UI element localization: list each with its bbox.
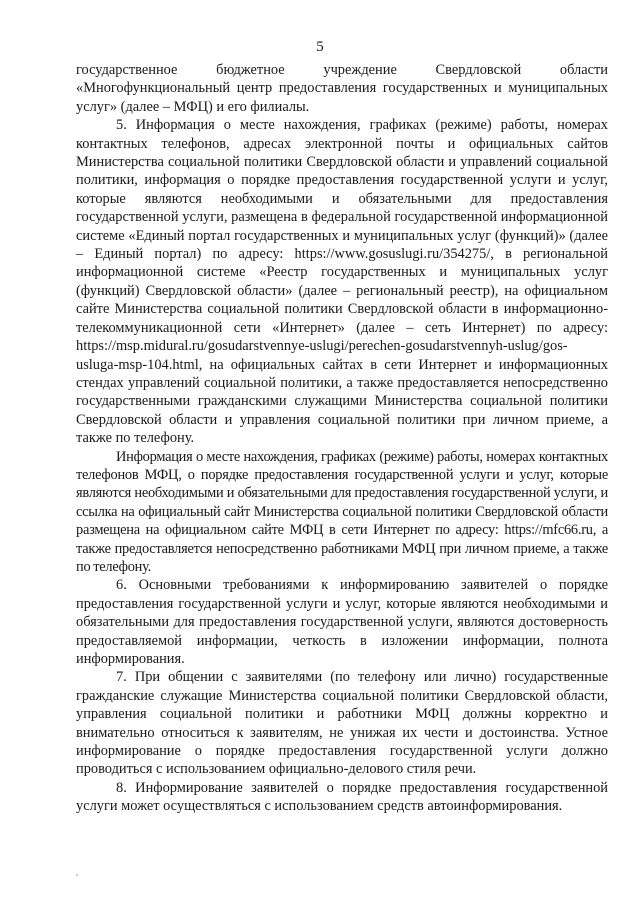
document-body bbox=[76, 61, 608, 816]
paragraph-item-6: 6. Основными требованиями к информированию заявителей о порядке предоставления государственной услуги и услуг, которые являются необходимыми и обязательными для предоставления государственной услуги, являются достоверность предоставляемой информации, четкость в изложении информации, полнота информирования. bbox=[76, 577, 608, 667]
scan-speck-mark bbox=[76, 874, 78, 876]
paragraph-continuation: государственное бюджетное учреждение Свердловской области «Многофункциональный центр предоставления государственных и муниципальных услуг» (далее – МФЦ) и его филиалы. bbox=[76, 62, 608, 115]
page-number: 5 bbox=[316, 39, 324, 55]
paragraph-item-7: 7. При общении с заявителями (по телефону или лично) государственные гражданские служащие Министерства социальной политики Свердловской области, управления социальной политики и работники МФЦ должны корректно и внимательно относиться к заявителям, не унижая их чести и достоинства. Устное информирование о порядке предоставления государственной услуги должно проводиться с использованием официально-делового стиля речи. bbox=[76, 669, 608, 778]
paragraph-mfc-info: Информация о месте нахождения, графиках (режиме) работы, номерах контактных телефонов МФЦ, о порядке предоставления государственной услуги и услуг, которые являются необходимыми и обязательными для предоставления государственной услуги, и ссылка на официальный сайт Министерства социальной политики Свердловской области размещена на официальном сайте МФЦ в сети Интернет по адресу: https://mfc66.ru, а также предоставляется непосредственно работниками МФЦ при личном приеме, а также по телефону. bbox=[76, 448, 608, 575]
paragraph-item-5: 5. Информация о месте нахождения, графиках (режиме) работы, номерах контактных телефонов, адресах электронной почты и официальных сайтов Министерства социальной политики Свердловской области и управлений социальной политики, информация о порядке предоставления государственной услуги и услуг, которые являются необходимыми и обязательными для предоставления государственной услуги, размещена в федеральной государственной информационной системе «Единый портал государственных и муниципальных услуг (функций)» (далее – Единый портал) по адресу: https://www.gosuslugi.ru/354275/, в региональной информационной системе «Реестр государственных и муниципальных услуг (функций) Свердловской области» (далее – региональный реестр), на официальном сайте Министерства социальной политики Свердловской области в информационно-телекоммуникационной сети «Интернет» (далее – сеть Интернет) по адресу: https://msp.midural.ru/gosudarstvennye-uslugi/perechen-gosudarstvennyh-uslug/gos-usluga-msp-104.html, на официальных сайтах в сети Интернет и информационных стендах управлений социальной политики, а также предоставляется непосредственно государственными гражданскими служащими Министерства социальной политики Свердловской области и управления социальной политики при личном приеме, а также по телефону. bbox=[76, 117, 608, 447]
paragraph-item-8: 8. Информирование заявителей о порядке предоставления государственной услуги может осуществляться с использованием средств автоинформирования. bbox=[76, 779, 608, 815]
